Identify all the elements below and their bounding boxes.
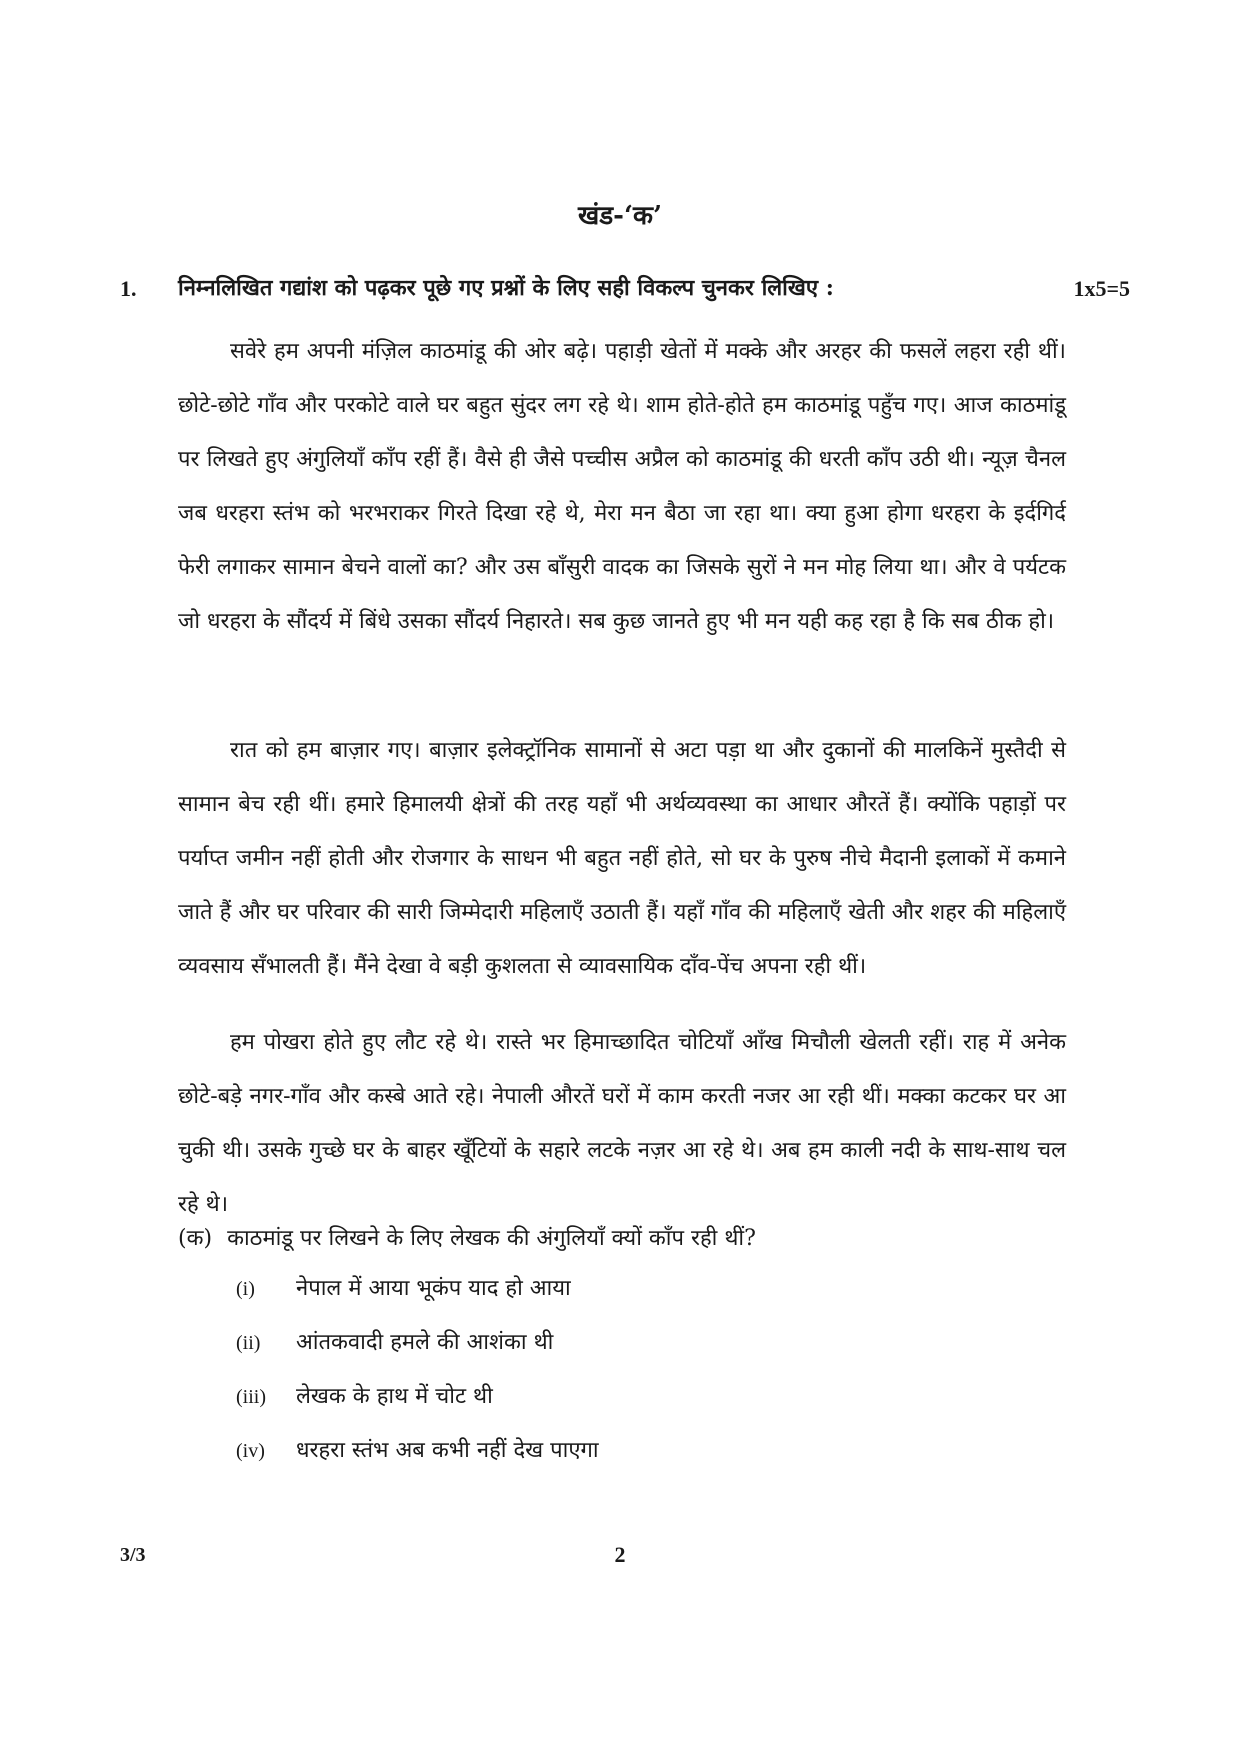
option-number: (ii) (236, 1332, 261, 1354)
passage-paragraph-3: हम पोखरा होते हुए लौट रहे थे। रास्ते भर हिमाच्छादित चोटियाँ आँख मिचौली खेलती रहीं। राह में अनेक छोटे-बड़े नगर-गाँव और कस्बे आते रहे। नेपाली औरतें घरों में काम करती नजर आ रही थीं। मक्का कटकर घर आ चुकी थी। उसके गुच्छे घर के बाहर खूँटियों के सहारे लटके नज़र आ रहे थे। अब हम काली नदी के साथ-साथ चल रहे थे। (178, 1030, 1066, 1217)
passage-paragraph-2: रात को हम बाज़ार गए। बाज़ार इलेक्ट्रॉनिक सामानों से अटा पड़ा था और दुकानों की मालकिनें मुस्तैदी से सामान बेच रही थीं। हमारे हिमालयी क्षेत्रों की तरह यहाँ भी अर्थव्यवस्था का आधार औरतें हैं। क्योंकि पहाड़ों पर पर्याप्त जमीन नहीं होती और रोजगार के साधन भी बहुत नहीं होते, सो घर के पुरुष नीचे मैदानी इलाकों में कमाने जाते हैं और घर परिवार की सारी जिम्मेदारी महिलाएँ उठाती हैं। यहाँ गाँव की महिलाएँ खेती और शहर की महिलाएँ व्यवसाय सँभालती हैं। मैंने देखा वे बड़ी कुशलता से व्यावसायिक दाँव-पेंच अपना रही थीं। (178, 738, 1066, 979)
question-header (120, 272, 1130, 316)
answer-option (236, 1430, 1036, 1484)
option-number: (iii) (236, 1386, 266, 1408)
option-number: (i) (236, 1278, 255, 1300)
page-number: 2 (614, 1542, 626, 1567)
passage-paragraph-1: सवेरे हम अपनी मंज़िल काठमांडू की ओर बढ़े। पहाड़ी खेतों में मक्के और अरहर की फसलें लहरा रही थीं। छोटे-छोटे गाँव और परकोटे वाले घर बहुत सुंदर लग रहे थे। शाम होते-होते हम काठमांडू पहुँच गए। आज काठमांडू पर लिखते हुए अंगुलियाँ काँप रहीं हैं। वैसे ही जैसे पच्चीस अप्रैल को काठमांडू की धरती काँप उठी थी। न्यूज़ चैनल जब धरहरा स्तंभ को भरभराकर गिरते दिखा रहे थे, मेरा मन बैठा जा रहा था। क्या हुआ होगा धरहरा के इर्दगिर्द फेरी लगाकर सामान बेचने वालों का? और उस बाँसुरी वादक का जिसके सुरों ने मन मोह लिया था। और वे पर्यटक जो धरहरा के सौंदर्य में बिंधे उसका सौंदर्य निहारते। सब कुछ जानते हुए भी मन यही कह रहा है कि सब ठीक हो। (178, 339, 1066, 634)
option-number: (iv) (236, 1440, 265, 1462)
answer-option (236, 1268, 1036, 1322)
option-text: धरहरा स्तंभ अब कभी नहीं देख पाएगा (296, 1438, 599, 1463)
answer-option (236, 1376, 1036, 1430)
option-text: लेखक के हाथ में चोट थी (296, 1384, 493, 1409)
section-title: खंड-‘क’ (577, 201, 663, 231)
option-text: आंतकवादी हमले की आशंका थी (296, 1330, 554, 1355)
sub-question-text: काठमांडू पर लिखने के लिए लेखक की अंगुलियाँ क्यों काँप रही थीं? (227, 1226, 756, 1251)
sub-question-label: (क) (178, 1226, 213, 1251)
question-marks: 1x5=5 (1073, 276, 1130, 301)
answer-option (236, 1322, 1036, 1376)
paper-code: 3/3 (120, 1544, 146, 1566)
option-text: नेपाल में आया भूकंप याद हो आया (296, 1276, 571, 1301)
answer-options (236, 1268, 1036, 1484)
question-instruction: निम्नलिखित गद्यांश को पढ़कर पूछे गए प्रश्नों के लिए सही विकल्प चुनकर लिखिए : (178, 275, 834, 301)
sub-question (178, 1222, 756, 1252)
question-number: 1. (120, 276, 137, 301)
